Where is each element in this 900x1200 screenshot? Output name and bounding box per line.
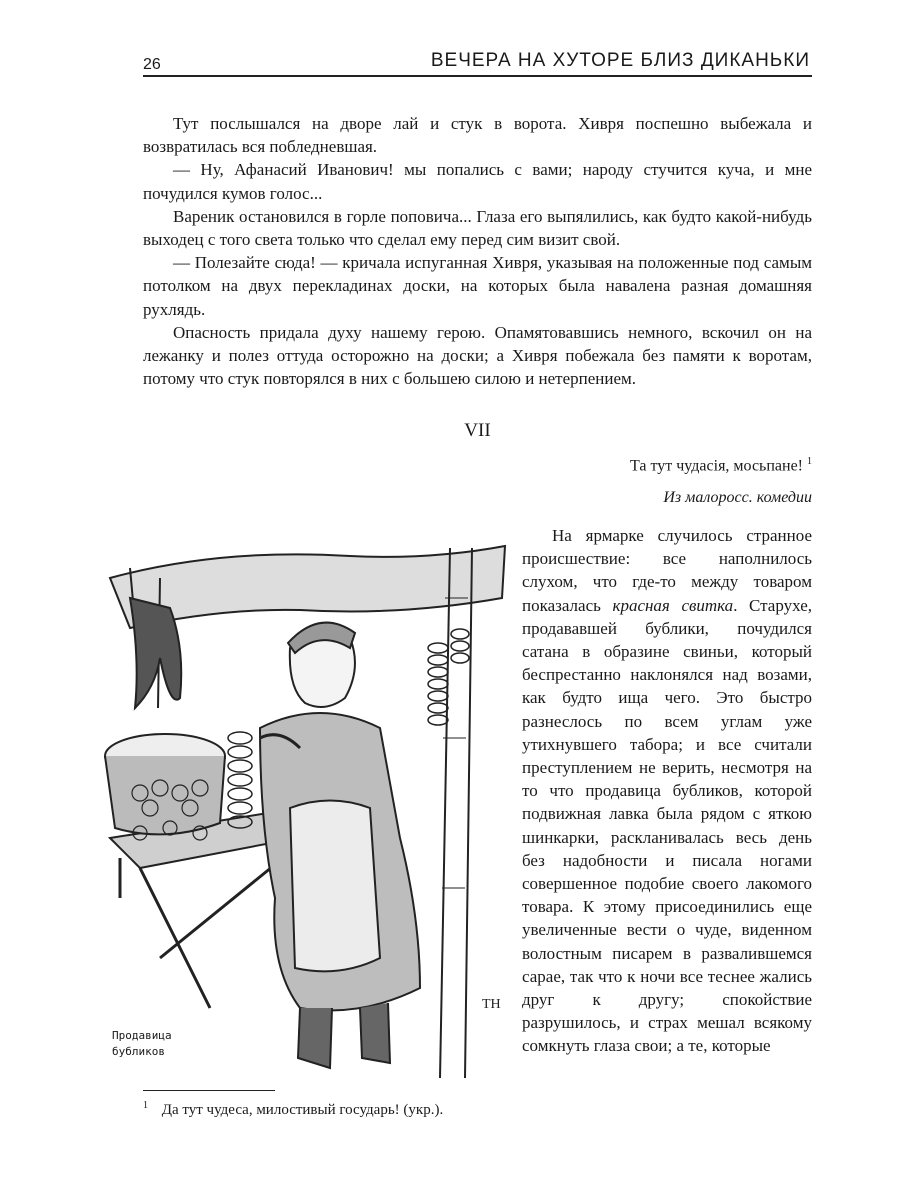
text-run: На ярмарке случилось странное происшествие: все наполнилось слухом, что где-то между товаром показалась — [522, 526, 812, 615]
caption-line: Продавица — [112, 1029, 172, 1042]
footnote — [143, 1100, 443, 1119]
illustration-bagel-seller — [100, 538, 510, 1080]
chapter-heading: VII — [464, 420, 491, 441]
paragraph: Вареник остановился в горле поповича... Глаза его выпялились, как будто какой-нибудь выходец с того света только что сделал ему перед сим визит свой. — [143, 206, 812, 250]
footnote-text: Да тут чудеса, милостивый государь! (укр.). — [161, 1102, 444, 1118]
paragraph: — Полезайте сюда! — кричала испуганная Хивря, указывая на положенные под самым потолком на двух перекладинах доски, на которых была навалена разная домашняя рухлядь. — [143, 253, 812, 319]
footnote-mark: 1 — [807, 456, 812, 467]
body-text — [143, 112, 812, 390]
epigraph-text: Та тут чудасія, мосьпане! — [629, 457, 803, 475]
artist-monogram: ТН — [482, 997, 501, 1012]
paragraph: Тут послышался на дворе лай и стук в ворота. Хивря поспешно выбежала и возвратилась вся побледневшая. — [143, 114, 812, 157]
text-run: . Старухе, продававшей бублики, почудился сатана в образине свиньи, который беспрестанно наклонялся над возами, как будто ища чего. Это быстро разнеслось по всем углам уже утихнувшего табора; и все считали преступлением не верить, несмотря на то что продавица бубликов, которой подвижная лавка была рядом с яткою шинкарки, раскланивалась весь день без надобности и писала ногами совершенное подобие своего лакомого товара. К этому присоединились еще увеличенные вести о чуде, виденном волостным писарем в развалившемся сарае, так что к ночи все теснее жались друг к другу; спокойствие разрушилось, и страх мешал всякому сомкнуть глаза свои; а те, которые — [522, 595, 812, 1056]
caption-line: бубликов — [112, 1045, 165, 1058]
paragraph: Опасность придала духу нашему герою. Опамятовавшись немного, вскочил он на лежанку и полез оттуда осторожно на доски; а Хивря побежала без памяти к воротам, потому что стук повторялся в них с большею силою и нетерпением. — [143, 322, 812, 389]
footnote-rule — [143, 1090, 275, 1091]
running-title: ВЕЧЕРА НА ХУТОРЕ БЛИЗ ДИКАНЬКИ — [430, 50, 810, 71]
italic-phrase: красная свитка — [612, 595, 734, 615]
column-text — [522, 524, 812, 1058]
paragraph: — Ну, Афанасий Иванович! мы попались с вами; народу стучится куча, и мне почудился кумов голос... — [143, 160, 812, 203]
footnote-mark: 1 — [143, 1100, 148, 1111]
page-number: 26 — [143, 56, 161, 73]
epigraph — [400, 452, 812, 508]
epigraph-source: Из малоросс. комедии — [663, 489, 812, 507]
running-header — [143, 44, 812, 76]
paragraph — [522, 524, 812, 1058]
header-rule — [143, 75, 812, 77]
illustration-caption — [112, 1028, 172, 1060]
